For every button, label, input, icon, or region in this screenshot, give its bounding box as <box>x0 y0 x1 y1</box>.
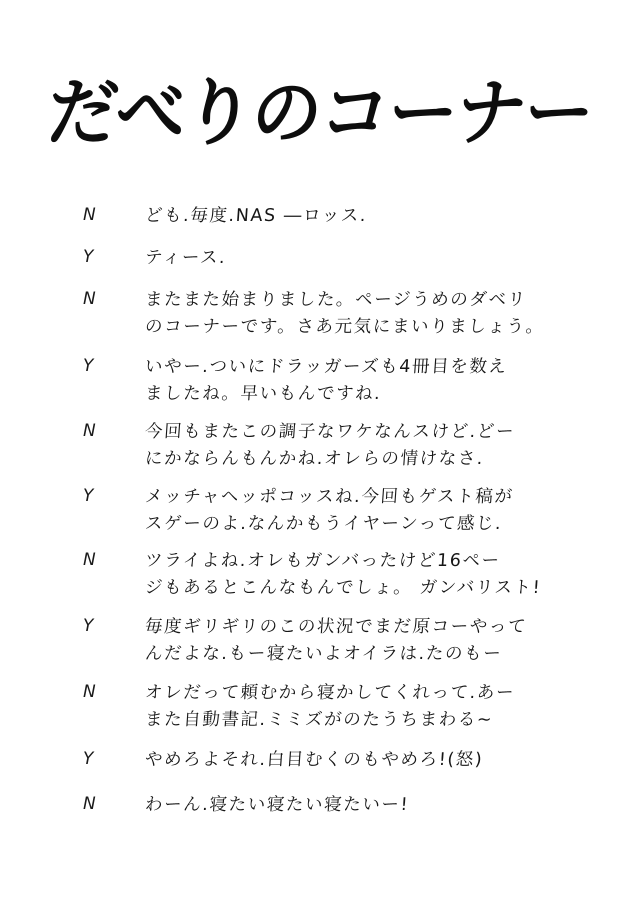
dialogue-text <box>145 354 615 408</box>
dialogue-text <box>145 287 615 341</box>
dialogue-text-line: やめろよそれ.白目むくのもやめろ!(怒) <box>144 750 484 770</box>
dialogue-text-line: いやー.ついにドラッガーズも4冊目を数え <box>144 357 509 377</box>
speaker-label: N <box>83 682 96 702</box>
dialogue-text-line: また自動書記.ミミズがのたうちまわる~ <box>144 710 494 730</box>
dialogue-text <box>145 245 615 272</box>
dialogue-text-line: 今回もまたこの調子なワケなんスけど.どー <box>144 422 516 442</box>
dialogue-text <box>145 203 615 230</box>
dialogue-text-line: のコーナーです。さあ元気にまいりましょう。 <box>144 317 546 337</box>
dialogue-text <box>145 484 615 538</box>
speaker-label: Y <box>83 356 94 376</box>
speaker-label: N <box>83 794 96 814</box>
speaker-label: Y <box>83 616 94 636</box>
dialogue-text <box>145 680 615 734</box>
dialogue-text <box>145 419 615 473</box>
dialogue-text-line: スゲーのよ.なんかもうイヤーンって感じ. <box>144 514 503 534</box>
speaker-label: N <box>83 550 96 570</box>
dialogue-text <box>145 548 615 602</box>
page-title: だべりのコーナー <box>43 68 597 157</box>
speaker-label: Y <box>83 247 94 267</box>
speaker-label: Y <box>83 749 94 769</box>
dialogue-text-line: ティース. <box>144 248 228 268</box>
dialogue-text <box>145 792 615 819</box>
speaker-label: N <box>83 205 96 225</box>
dialogue-text <box>145 614 615 668</box>
speaker-label: N <box>83 421 96 441</box>
dialogue-text-line: わーん.寝たい寝たい寝たいー! <box>144 795 410 815</box>
dialogue-text-line: んだよな.もー寝たいよオイラは.たのもー <box>144 644 503 664</box>
dialogue-text-line: またまた始まりました。ページうめのダベリ <box>144 290 528 310</box>
dialogue-text-line: ジもあるとこんなもんでしょ。 ガンバリスト! <box>144 578 542 598</box>
dialogue-text-line: にかならんもんかね.オレらの情けなさ. <box>144 449 485 469</box>
dialogue-text-line: メッチャヘッポコッスね.今回もゲスト稿が <box>144 487 515 507</box>
speaker-label: N <box>83 289 96 309</box>
dialogue-text-line: ども.毎度.NAS ―ロッス. <box>144 206 368 226</box>
dialogue-text-line: ましたね。早いもんですね. <box>144 384 383 404</box>
dialogue-text-line: ツライよね.オレもガンバったけど16ペー <box>144 551 502 571</box>
dialogue-text-line: オレだって頼むから寝かしてくれって.あー <box>144 683 516 703</box>
speaker-label: Y <box>83 486 94 506</box>
dialogue-text-line: 毎度ギリギリのこの状況でまだ原コーやって <box>144 617 528 637</box>
dialogue-text <box>145 747 615 774</box>
